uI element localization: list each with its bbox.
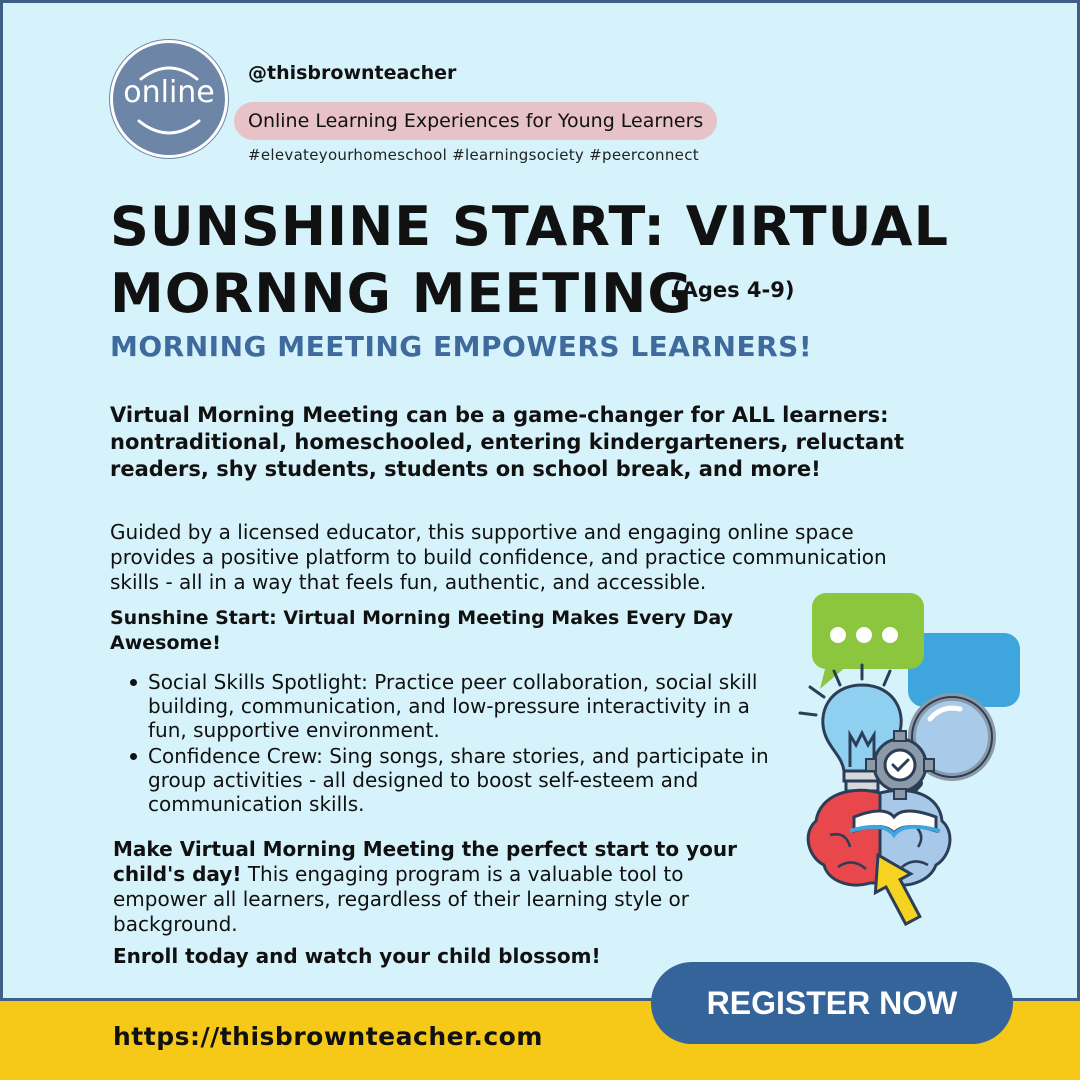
learning-illustration (790, 585, 1030, 935)
lead-paragraph: Virtual Morning Meeting can be a game-changer for ALL learners: nontraditional, homeschooled, entering kindergarteners, reluctant readers, shy students, students on school break, and more! (110, 403, 905, 481)
closing-paragraph (113, 837, 773, 937)
age-range: (Ages 4-9) (672, 278, 795, 302)
tagline-pill: Online Learning Experiences for Young Learners (234, 102, 717, 140)
list-item: Confidence Crew: Sing songs, share stories, and participate in group activities - all designed to boost self-esteem and communication skills. (130, 744, 790, 816)
description-paragraph: Guided by a licensed educator, this supportive and engaging online space provides a positive platform to build confidence, and practice communication skills - all in a way that feels fun, authentic, and accessible. (110, 520, 887, 594)
page-title-line-1: SUNSHINE START: VIRTUAL (110, 195, 950, 258)
page-title-line-2: MORNNG MEETING (110, 262, 693, 325)
register-now-button[interactable]: REGISTER NOW (651, 962, 1013, 1044)
hashtags: #elevateyourhomeschool #learningsociety #peerconnect (248, 146, 699, 164)
closing-text: This engaging program is a valuable tool to empower all learners, regardless of their learning style or background. (113, 862, 689, 936)
speech-bubble-icon (812, 593, 924, 689)
logo-text: online (123, 75, 215, 110)
enroll-text: Enroll today and watch your child blossom! (113, 944, 601, 968)
list-item: Social Skills Spotlight: Practice peer collaboration, social skill building, communication, and low-pressure interactivity in a fun, supportive environment. (130, 670, 790, 742)
subtitle: MORNING MEETING EMPOWERS LEARNERS! (110, 330, 813, 363)
social-handle: @thisbrownteacher (248, 62, 457, 84)
closing-bold-text: Make Virtual Morning Meeting the perfect start to your child's day! (113, 837, 737, 886)
feature-list (130, 670, 790, 818)
section-heading: Sunshine Start: Virtual Morning Meeting Makes Every Day Awesome! (110, 607, 733, 654)
website-link[interactable]: https://thisbrownteacher.com (113, 1022, 543, 1051)
online-logo (110, 40, 228, 158)
